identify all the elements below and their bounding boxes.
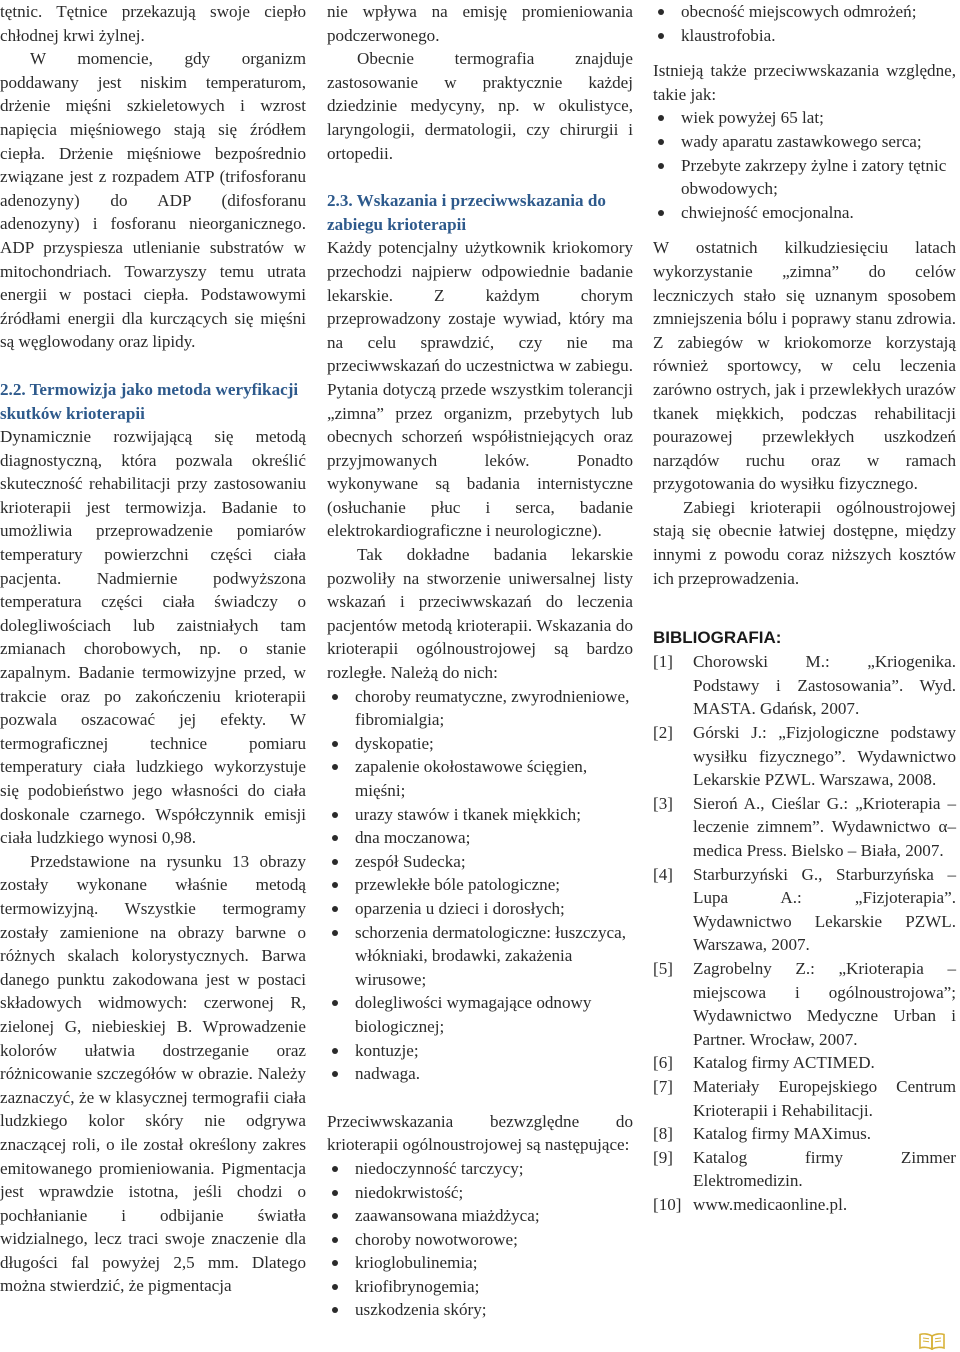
list-item: niedokrwistość; <box>327 1181 633 1205</box>
indications-list <box>327 685 633 1086</box>
list-item: zapalenie okołostawowe ścięgien, mięśni; <box>327 755 633 802</box>
section-heading-2-2: 2.2. Termowizja jako metoda weryfikacji skutków krioterapii <box>0 379 299 423</box>
column-2 <box>327 0 633 1322</box>
bibliography-entry: [9] Katalog firmy Zimmer Elektromedizin. <box>653 1147 956 1191</box>
bibliography-entry: [4] Starburzyński G., Starburzyńska – Lupa A.: „Fizjoterapia”. Wydawnictwo Lekarskie PZWL. Warszawa, 2007. <box>653 864 956 955</box>
contraindications-list-continued <box>653 0 956 47</box>
list-item: krioglobulinemia; <box>327 1251 633 1275</box>
bibliography-list <box>653 650 956 1216</box>
list-item: choroby reumatyczne, zwyrodnieniowe, fibromialgia; <box>327 685 633 732</box>
list-item: dna moczanowa; <box>327 826 633 850</box>
list-item: niedoczynność tarczycy; <box>327 1157 633 1181</box>
paragraph: Każdy potencjalny użytkownik kriokomory przechodzi najpierw odpowiednie badanie lekarskie. Z każdym chorym przeprowadzony zostaje wywiad, który ma na celu sprawdzić, czy nie ma przeciwwskazań do uczestnictwa w zabiegu. Pytania dotyczą przede wszystkim tolerancji „zimna” przez organizm, przebytych lub obecnych schorzeń współistniejących oraz przyjmowanych leków. Ponadto wykonywane są badania internistyczne (osłuchanie płuc i serca, badanie elektrokardiograficzne i neurologiczne). <box>327 238 633 541</box>
bibliography-heading: BIBLIOGRAFIA: <box>653 628 782 648</box>
paragraph: Przeciwwskazania bezwzględne do krioterapii ogólnoustrojowej są następujące: <box>327 1111 633 1155</box>
list-item: kontuzje; <box>327 1039 633 1063</box>
list-item: choroby nowotworowe; <box>327 1228 633 1252</box>
list-item: przewlekłe bóle patologiczne; <box>327 873 633 897</box>
bibliography-entry: [10] www.medicaonline.pl. <box>653 1194 848 1214</box>
list-item: nadwaga. <box>327 1062 633 1086</box>
bibliography-entry: [8] Katalog firmy MAXimus. <box>653 1124 872 1144</box>
list-item: oparzenia u dzieci i dorosłych; <box>327 897 633 921</box>
bibliography-entry: [6] Katalog firmy ACTIMED. <box>653 1053 875 1073</box>
list-item: klaustrofobia. <box>653 24 956 48</box>
section-heading-2-3: 2.3. Wskazania i przeciwwskazania do zabiegu krioterapii <box>327 191 606 234</box>
bibliography-entry: [3] Sieroń A., Cieślar G.: „Krioterapia – leczenie zimnem”. Wydawnictwo α–medica Press. Bielsko – Biała, 2007. <box>653 793 956 860</box>
list-item: wady aparatu zastawkowego serca; <box>653 130 956 154</box>
list-item: dolegliwości wymagające odnowy biologicznej; <box>327 991 633 1038</box>
bibliography-entry: [5] Zagrobelny Z.: „Krioterapia – miejscowa i ogólnoustrojowa”; Wydawnictwo Medyczne Urban i Partner. Wrocław, 2007. <box>653 958 956 1049</box>
paragraph: tętnic. Tętnice przekazują swoje ciepło chłodnej krwi żylnej. <box>0 2 306 45</box>
paragraph: Dynamicznie rozwijającą się metodą diagnostyczną, która pozwala określić skuteczność rehabilitacji przy zastosowaniu krioterapii jest termowizja. Badanie to umożliwia przeprowadzenie pomiarów temperatury powierzchni części ciała pacjenta. Nadmiernie podwyższona temperatura części ciała świadczy o dolegliwościach lub zaistniałych tam zmianach chorobowych, np. o stanie zapalnym. Badanie termowizyjne przed, w trakcie oraz po zakończeniu krioterapii pozwala oszacować jej efekty. W termograficznej technice pomiaru temperatury ciała ludzkiego wykorzystuje się podobieństwo jego własności do ciała doskonale czarnego. Współczynnik emisji ciała ludzkiego wynosi 0,98. <box>0 427 306 848</box>
list-item: uszkodzenia skóry; <box>327 1298 633 1322</box>
list-item: obecność miejscowych odmrożeń; <box>653 0 956 24</box>
paragraph: W momencie, gdy organizm poddawany jest niskim temperaturom, drżenie mięśni szkieletowych i wzrost napięcia mięśniowego stają się źródłem ciepła. Drżenie mięśniowe bezpośrednio związane jest z rozpadem ATP (trifosforanu adenozyny) do ADP (difosforanu adenozyny) i fosforanu nieorganicznego. ADP przyspiesza utlenianie substratów w mitochondriach. Towarzyszy temu utrata energii w postaci ciepła. Podstawowymi źródłami energii dla kurczących się mięśni są węglowodany oraz lipidy. <box>0 49 306 352</box>
list-item: schorzenia dermatologiczne: łuszczyca, włókniaki, brodawki, zakażenia wirusowe; <box>327 921 633 992</box>
paragraph: Zabiegi krioterapii ogólnoustrojowej stają się obecnie łatwiej dostępne, między innymi z powodu coraz niższych kosztów ich przeprowadzenia. <box>653 497 956 588</box>
list-item: wiek powyżej 65 lat; <box>653 106 956 130</box>
paragraph: Przedstawione na rysunku 13 obrazy zostały wykonane właśnie metodą termowizyjną. Wszystkie termogramy zostały zamienione na obrazy barwne o różnych skalach kolorystycznych. Barwa danego punktu zakodowana jest w postaci składowych widmowych: czerwonej R, zielonej G, niebieskiej B. Wprowadzenie kolorów ułatwia dostrzeganie oraz różnicowanie szczegółów w obrazie. Należy zaznaczyć, że w klasycznej termografii ciała ludzkiego kolor skóry nie odgrywa znaczącej roli, o ile został określony zakres emitowanego promieniowania. Pigmentacja jest wprawdzie istotna, jeśli chodzi o pochłanianie i odbijanie światła widzialnego, lecz traci swoje znaczenie dla długości fal powyżej 2,5 mm. Dlatego można stwierdzić, że pigmentacja <box>0 851 306 1296</box>
column-1 <box>0 0 306 1298</box>
column-3 <box>653 0 956 1217</box>
list-item: dyskopatie; <box>327 732 633 756</box>
book-icon <box>918 1332 946 1350</box>
relative-contraindications-list <box>653 106 956 224</box>
paragraph: Tak dokładne badania lekarskie pozwoliły na stworzenie uniwersalnej listy wskazań i przeciwwskazań do leczenia pacjentów metodą krioterapii. Wskazania do krioterapii ogólnoustrojowej są bardzo rozległe. Należą do nich: <box>327 545 633 683</box>
list-item: Przebyte zakrzepy żylne i zatory tętnic obwodowych; <box>653 154 956 201</box>
bibliography-entry: [7] Materiały Europejskiego Centrum Krioterapii i Rehabilitacji. <box>653 1076 956 1120</box>
contraindications-list <box>327 1157 633 1322</box>
list-item: zaawansowana miażdżyca; <box>327 1204 633 1228</box>
paragraph: Istnieją także przeciwwskazania względne, takie jak: <box>653 61 956 104</box>
list-item: zespół Sudecka; <box>327 850 633 874</box>
bibliography-entry: [1] Chorowski M.: „Kriogenika. Podstawy i Zastosowania”. Wyd. MASTA. Gdańsk, 2007. <box>653 652 956 719</box>
list-item: chwiejność emocjonalna. <box>653 201 956 225</box>
list-item: kriofibrynogemia; <box>327 1275 633 1299</box>
bibliography-entry: [2] Górski J.: „Fizjologiczne podstawy wysiłku fizycznego”. Wydawnictwo Lekarskie PZWL. Warszawa, 2008. <box>653 723 956 790</box>
paragraph: W ostatnich kilkudziesięciu latach wykorzystanie „zimna” do celów leczniczych stało się uznanym sposobem zmniejszenia bólu i poprawy stanu zdrowia. Z zabiegów w kriokomorze korzystają również sportowcy, w celu leczenia zarówno ostrych, jak i przewlekłych urazów tkanek miękkich, podczas rehabilitacji pourazowej przewlekłych uszkodzeń narządów ruchu oraz w ramach przygotowania do wysiłku fizycznego. <box>653 238 956 494</box>
paragraph: Obecnie termografia znajduje zastosowanie w praktycznie każdej dziedzinie medycyny, np. w okulistyce, laryngologii, dermatologii, czy chirurgii i ortopedii. <box>327 49 633 163</box>
list-item: urazy stawów i tkanek miękkich; <box>327 803 633 827</box>
paragraph: nie wpływa na emisję promieniowania podczerwonego. <box>327 2 633 45</box>
